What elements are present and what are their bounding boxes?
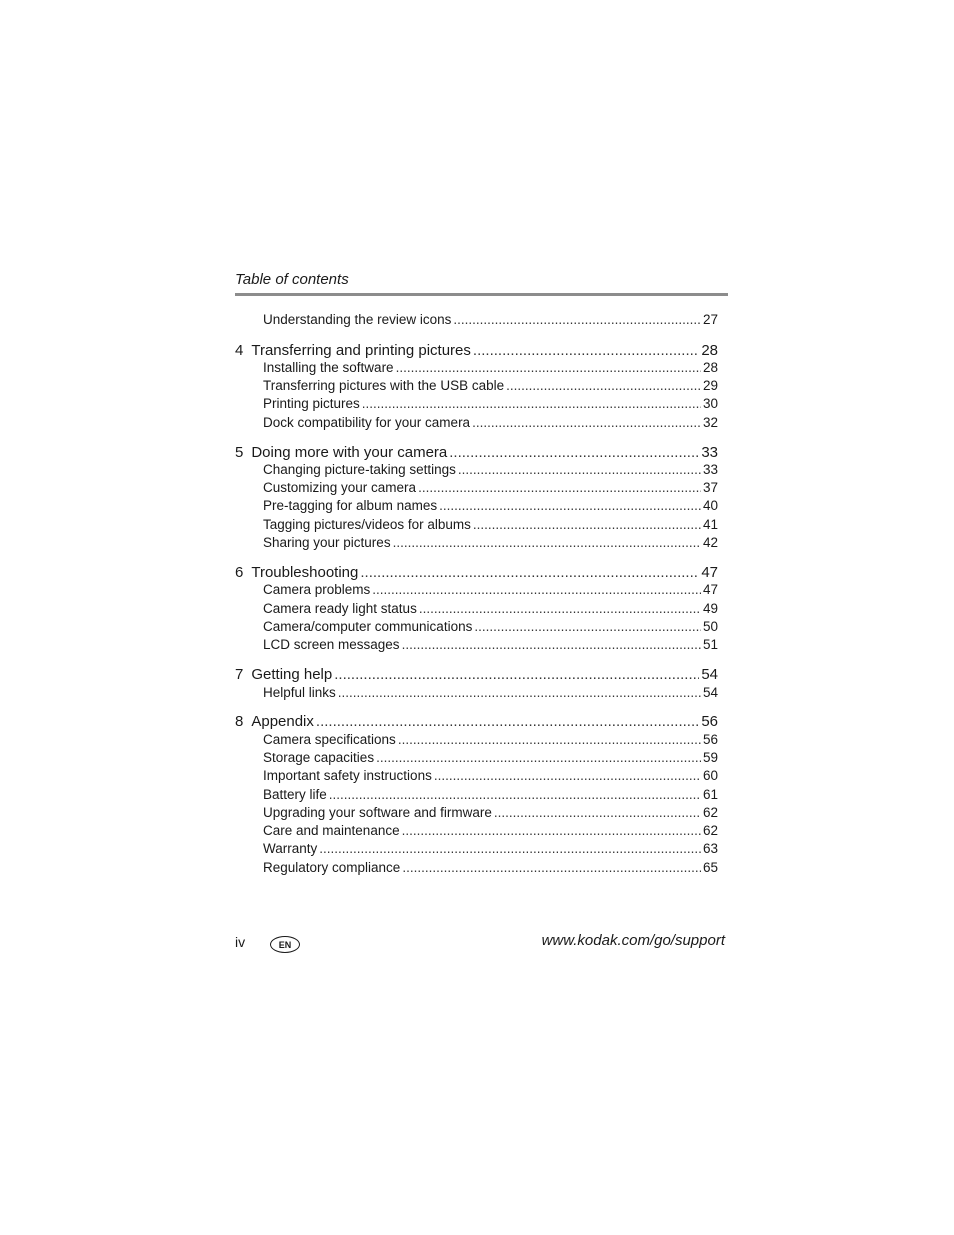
- toc-section-entry[interactable]: [263, 732, 718, 747]
- toc-page-number: 27: [702, 312, 718, 327]
- toc-dot-leader: [418, 480, 701, 495]
- toc-entry-title: Tagging pictures/videos for albums: [263, 517, 471, 532]
- toc-dot-leader: [360, 564, 699, 581]
- toc-dot-leader: [319, 841, 701, 856]
- toc-entry-title: Camera/computer communications: [263, 619, 473, 634]
- toc-entry-title: Printing pictures: [263, 396, 360, 411]
- toc-chapter-entry[interactable]: [235, 342, 718, 359]
- toc-entry-title: Doing more with your camera: [251, 444, 448, 461]
- toc-dot-leader: [402, 860, 701, 875]
- toc-section-entry[interactable]: [263, 768, 718, 783]
- toc-dot-leader: [334, 666, 699, 683]
- toc-section-entry[interactable]: [263, 805, 718, 820]
- toc-entry-title: Transferring and printing pictures: [251, 342, 471, 359]
- toc-dot-leader: [494, 805, 701, 820]
- toc-entry-title: Customizing your camera: [263, 480, 417, 495]
- toc-dot-leader: [396, 360, 701, 375]
- toc-dot-leader: [393, 535, 701, 550]
- toc-dot-leader: [473, 517, 701, 532]
- toc-page-number: 33: [701, 444, 718, 461]
- toc-entry-title: Camera ready light status: [263, 601, 417, 616]
- toc-page-number: 63: [702, 841, 718, 856]
- toc-page-number: 56: [702, 732, 718, 747]
- toc-entry-title: LCD screen messages: [263, 637, 400, 652]
- toc-page-number: 61: [702, 787, 718, 802]
- toc-chapter-number: 6: [235, 564, 244, 581]
- toc-entry-title: Regulatory compliance: [263, 860, 401, 875]
- toc-dot-leader: [372, 582, 701, 597]
- toc-dot-leader: [474, 619, 701, 634]
- toc-page-number: 49: [702, 601, 718, 616]
- toc-section-entry[interactable]: [263, 860, 718, 875]
- toc-chapter-number: 4: [235, 342, 244, 359]
- toc-section-entry[interactable]: [263, 619, 718, 634]
- toc-page-number: 59: [702, 750, 718, 765]
- toc-section-entry[interactable]: [263, 823, 718, 838]
- toc-entry-title: Sharing your pictures: [263, 535, 391, 550]
- toc-dot-leader: [453, 312, 701, 327]
- toc-dot-leader: [398, 732, 701, 747]
- toc-section-entry[interactable]: [263, 415, 718, 430]
- toc-dot-leader: [419, 601, 701, 616]
- toc-entry-title: Installing the software: [263, 360, 394, 375]
- toc-chapter-entry[interactable]: [235, 444, 718, 461]
- toc-page-number: 54: [702, 685, 718, 700]
- toc-page-number: 65: [702, 860, 718, 875]
- toc-page-number: 40: [702, 498, 718, 513]
- toc-section-entry[interactable]: [263, 517, 718, 532]
- toc-entry-title: Upgrading your software and firmware: [263, 805, 492, 820]
- toc-section-entry[interactable]: [263, 462, 718, 477]
- toc-entry-title: Care and maintenance: [263, 823, 400, 838]
- running-header-title: Table of contents: [235, 271, 349, 288]
- toc-dot-leader: [458, 462, 701, 477]
- language-badge-icon: EN: [270, 936, 300, 953]
- toc-entry-title: Important safety instructions: [263, 768, 432, 783]
- toc-section-entry[interactable]: [263, 480, 718, 495]
- toc-chapter-entry[interactable]: [235, 713, 718, 730]
- toc-section-entry[interactable]: [263, 378, 718, 393]
- toc-dot-leader: [506, 378, 701, 393]
- footer-url-link[interactable]: www.kodak.com/go/support: [541, 932, 725, 949]
- toc-dot-leader: [473, 342, 699, 359]
- toc-entry-title: Camera problems: [263, 582, 371, 597]
- toc-page-number: 33: [702, 462, 718, 477]
- toc-dot-leader: [402, 823, 701, 838]
- toc-entry-title: Appendix: [251, 713, 314, 730]
- toc-dot-leader: [316, 713, 699, 730]
- toc-page-number: 42: [702, 535, 718, 550]
- toc-section-entry[interactable]: [263, 750, 718, 765]
- toc-entry-title: Battery life: [263, 787, 327, 802]
- toc-entry-title: Storage capacities: [263, 750, 375, 765]
- toc-page-number: 62: [702, 823, 718, 838]
- toc-dot-leader: [362, 396, 701, 411]
- toc-entry-title: Dock compatibility for your camera: [263, 415, 471, 430]
- toc-entry-title: Warranty: [263, 841, 318, 856]
- toc-page-number: 41: [702, 517, 718, 532]
- toc-entry-title: Changing picture-taking settings: [263, 462, 456, 477]
- toc-page-number: 47: [701, 564, 718, 581]
- toc-dot-leader: [376, 750, 701, 765]
- toc-page-number: 28: [702, 360, 718, 375]
- toc-chapter-number: 5: [235, 444, 244, 461]
- toc-section-entry[interactable]: [263, 685, 718, 700]
- toc-section-entry[interactable]: [263, 601, 718, 616]
- toc-entry-title: Transferring pictures with the USB cable: [263, 378, 505, 393]
- toc-chapter-entry[interactable]: [235, 666, 718, 683]
- toc-section-entry[interactable]: [263, 396, 718, 411]
- toc-section-entry[interactable]: [263, 535, 718, 550]
- toc-chapter-number: 8: [235, 713, 244, 730]
- toc-dot-leader: [329, 787, 701, 802]
- toc-section-entry[interactable]: [263, 637, 718, 652]
- toc-page-number: 37: [702, 480, 718, 495]
- toc-dot-leader: [434, 768, 701, 783]
- toc-page-number: 30: [702, 396, 718, 411]
- toc-entry-title: Understanding the review icons: [263, 312, 452, 327]
- header-rule: [235, 293, 728, 296]
- toc-page-number: 62: [702, 805, 718, 820]
- toc-entry-title: Getting help: [251, 666, 333, 683]
- toc-page-number: 47: [702, 582, 718, 597]
- toc-entry-title: Pre-tagging for album names: [263, 498, 438, 513]
- toc-entry-title: Helpful links: [263, 685, 336, 700]
- toc-section-entry[interactable]: [263, 841, 718, 856]
- toc-page-number: 54: [701, 666, 718, 683]
- toc-dot-leader: [338, 685, 701, 700]
- toc-section-entry[interactable]: [263, 312, 718, 327]
- toc-page-number: 56: [701, 713, 718, 730]
- toc-dot-leader: [449, 444, 699, 461]
- toc-section-entry[interactable]: [263, 360, 718, 375]
- footer-page-number: iv: [235, 934, 246, 950]
- toc-dot-leader: [472, 415, 701, 430]
- toc-section-entry[interactable]: [263, 498, 718, 513]
- toc-page-number: 51: [702, 637, 718, 652]
- toc-chapter-number: 7: [235, 666, 244, 683]
- toc-section-entry[interactable]: [263, 787, 718, 802]
- toc-chapter-entry[interactable]: [235, 564, 718, 581]
- toc-page-number: 29: [702, 378, 718, 393]
- toc-entry-title: Troubleshooting: [251, 564, 359, 581]
- toc-section-entry[interactable]: [263, 582, 718, 597]
- toc-entry-title: Camera specifications: [263, 732, 396, 747]
- toc-page-number: 60: [702, 768, 718, 783]
- toc-page-number: 50: [702, 619, 718, 634]
- toc-dot-leader: [402, 637, 701, 652]
- toc-page-number: 32: [702, 415, 718, 430]
- toc-page-number: 28: [701, 342, 718, 359]
- toc-dot-leader: [439, 498, 701, 513]
